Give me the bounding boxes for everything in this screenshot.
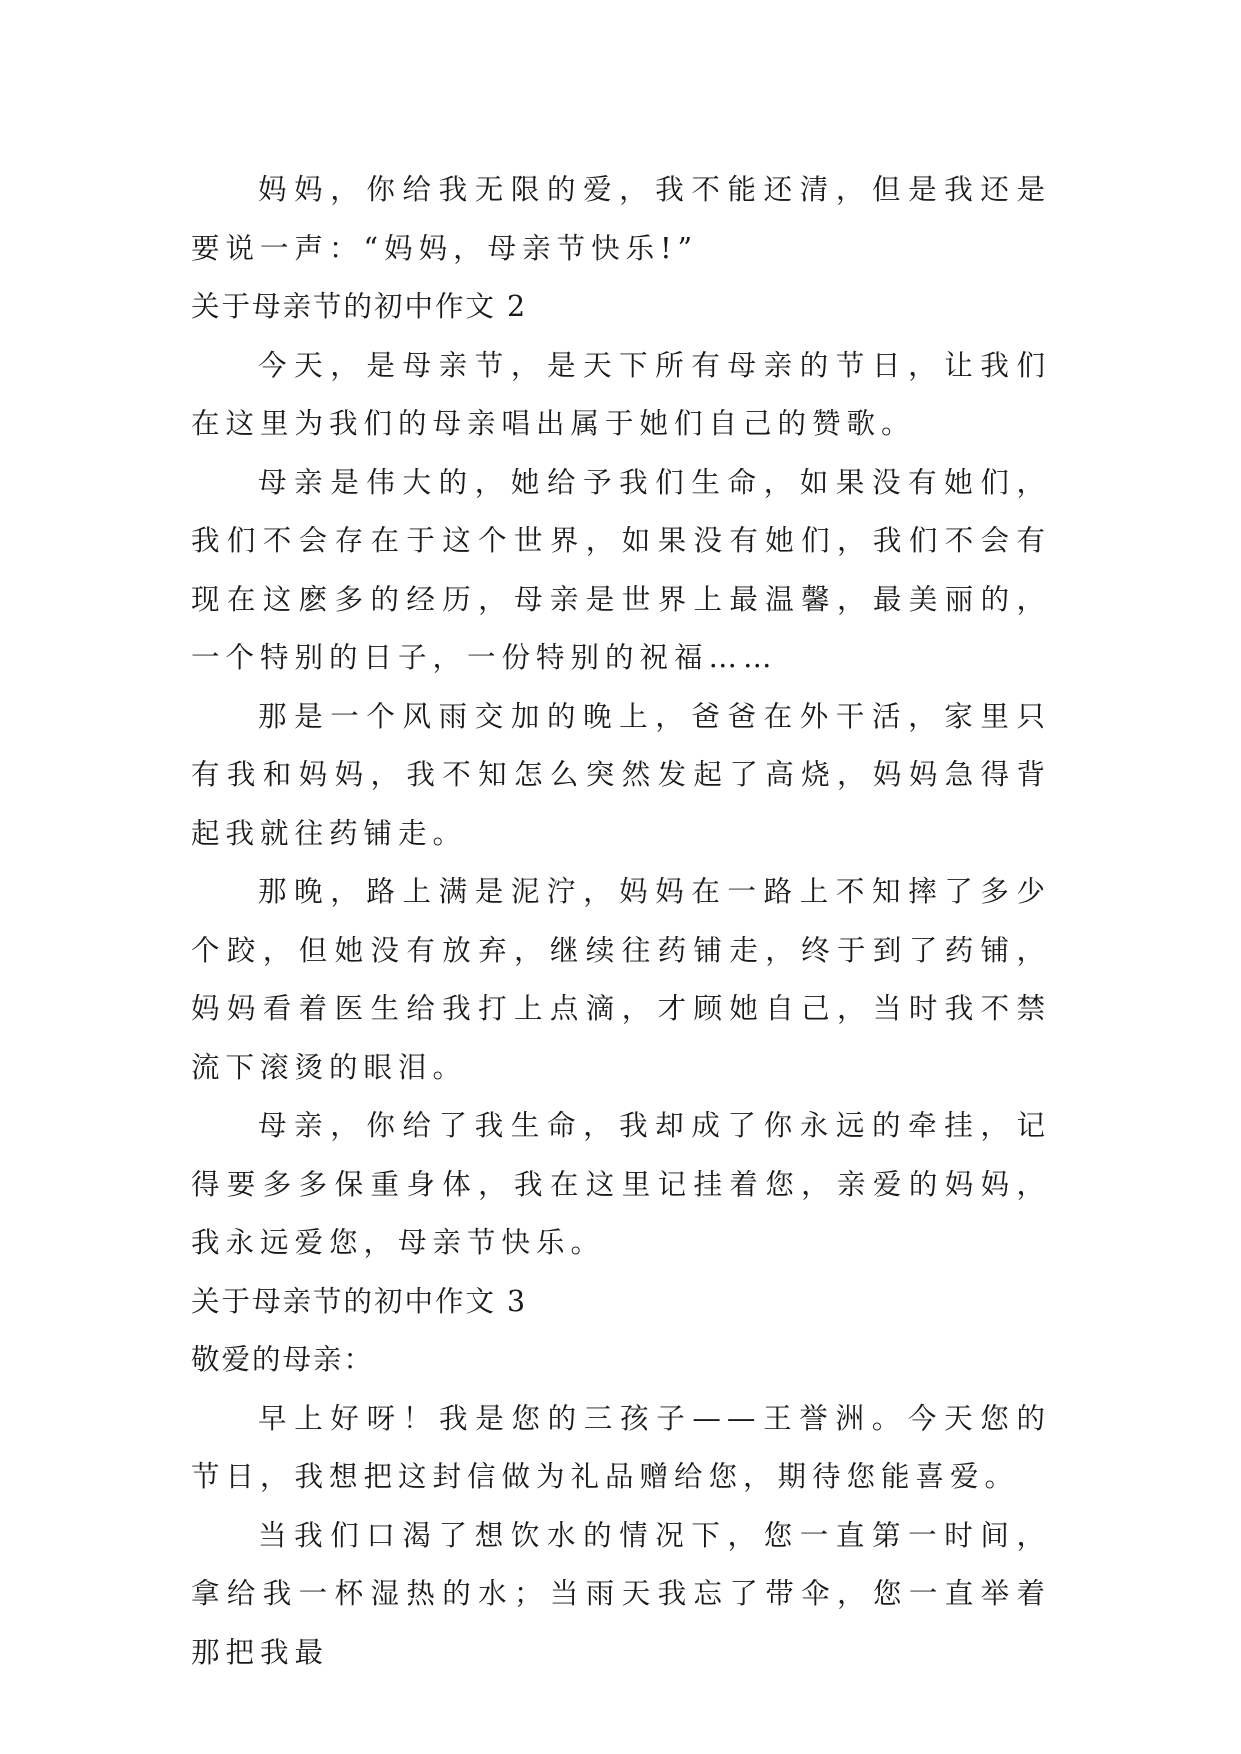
body-paragraph: 妈妈，你给我无限的爱，我不能还清，但是我还是要说一声：“妈妈，母亲节快乐!” [191, 173, 1051, 265]
document-page [191, 161, 1051, 1682]
body-paragraph: 母亲，你给了我生命，我却成了你永远的牵挂，记得要多多保重身体，我在这里记挂着您，亲爱的妈妈，我永远爱您，母亲节快乐。 [191, 1109, 1051, 1259]
body-paragraph: 那是一个风雨交加的晚上，爸爸在外干活，家里只有我和妈妈，我不知怎么突然发起了高烧，妈妈急得背起我就往药铺走。 [191, 699, 1051, 850]
letter-salutation: 敬爱的母亲： [191, 1343, 375, 1376]
body-paragraph: 今天，是母亲节，是天下所有母亲的节日，让我们在这里为我们的母亲唱出属于她们自己的赞歌。 [191, 348, 1051, 440]
essay-heading: 关于母亲节的初中作文 3 [191, 1284, 528, 1318]
body-paragraph: 那晚，路上满是泥泞，妈妈在一路上不知摔了多少个跤，但她没有放弃，继续往药铺走，终于到了药铺，妈妈看着医生给我打上点滴，才顾她自己，当时我不禁流下滚烫的眼泪。 [191, 875, 1051, 1084]
essay-heading: 关于母亲节的初中作文 2 [191, 290, 528, 323]
body-paragraph: 早上好呀！我是您的三孩子——王誉洲。今天您的节日，我想把这封信做为礼品赠给您，期待您能喜爱。 [191, 1401, 1051, 1493]
body-paragraph: 母亲是伟大的，她给予我们生命，如果没有她们，我们不会存在于这个世界，如果没有她们，我们不会有现在这麽多的经历，母亲是世界上最温馨，最美丽的，一个特别的日子，一份特别的祝福…… [191, 465, 1051, 674]
body-paragraph: 当我们口渴了想饮水的情况下，您一直第一时间，拿给我一杯湿热的水；当雨天我忘了带伞，您一直举着那把我最 [191, 1518, 1051, 1669]
